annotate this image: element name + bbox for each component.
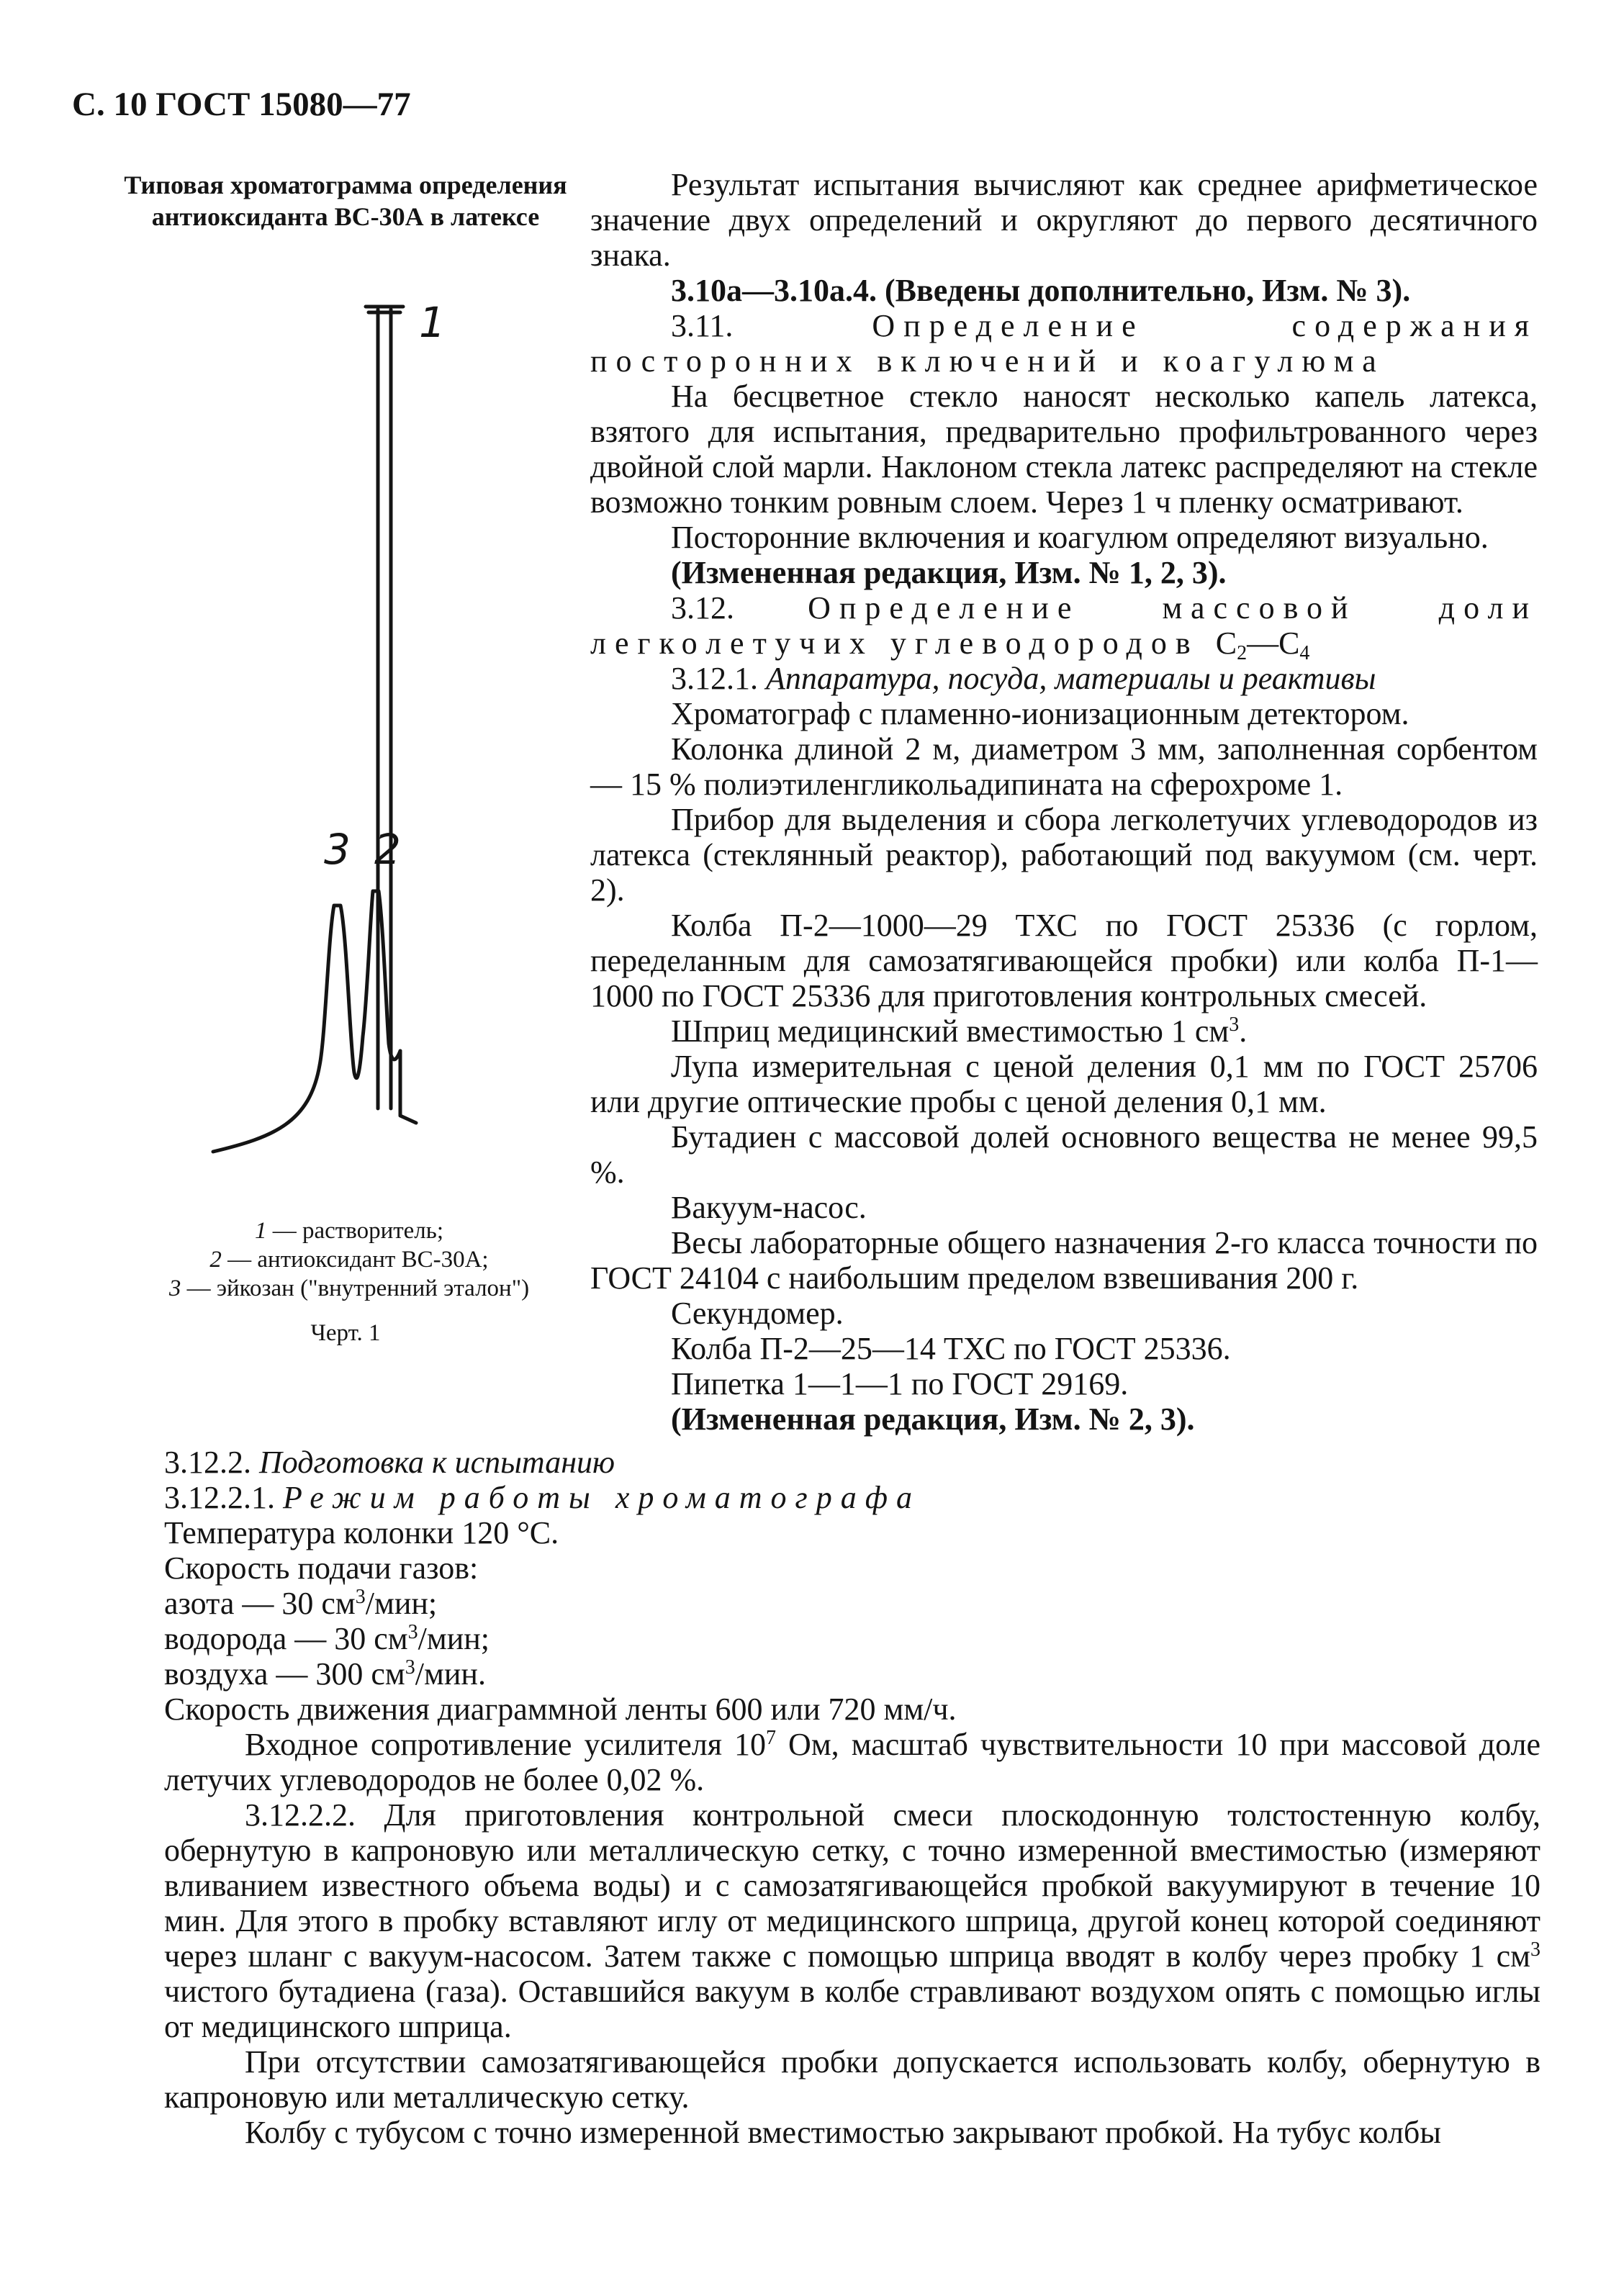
figure-title-line-2: антиоксиданта ВС-30А в латексе: [151, 202, 540, 231]
section-3-12-number: 3.12.: [671, 590, 808, 626]
page-header: С. 10 ГОСТ 15080—77: [72, 86, 411, 123]
item-butadiene: Бутадиен с массовой долей основного вещества не менее 99,5 %.: [590, 1119, 1538, 1190]
figure-title-line-1: Типовая хроматограмма определения: [124, 171, 567, 199]
item-syringe-sup: 3: [1229, 1013, 1240, 1036]
line-gas-speed: Скорость подачи газов:: [164, 1550, 479, 1586]
line-air-a: воздуха — 300 см: [164, 1656, 405, 1692]
paragraph-3-12-2-2-sup: 3: [1530, 1938, 1540, 1961]
legend-num-1: 1: [255, 1218, 267, 1244]
legend-item-2: [115, 1245, 583, 1274]
item-pipette: Пипетка 1—1—1 по ГОСТ 29169.: [671, 1366, 1129, 1401]
item-vacuum-pump: Вакуум-насос.: [671, 1190, 867, 1225]
paragraph-result: Результат испытания вычисляют как среднее арифметическое значение двух определений и округляют до первого десятичного знака.: [590, 167, 1538, 273]
legend-item-3: [115, 1274, 583, 1303]
formula-c: С: [1215, 626, 1237, 661]
paragraph-3-12-2-2-a: 3.12.2.2. Для приготовления контрольной смеси плоскодонную толстостенную колбу, обернутую в капроновую или металлическую сетку, с точно измеренной вместимостью (измеряют вливанием известного объема воды) и с самозатягивающейся пробкой вакуумируют в течение 10 мин. Для этого в пробку вставляют иглу от медицинского шприца, другой конец которой соединяют через шланг с вакуум-насосом. Затем также с помощью шприца вводят в колбу через пробку 1 см: [164, 1797, 1540, 1974]
section-3-12-1-title: Аппаратура, посуда, материалы и реактивы: [766, 661, 1376, 696]
line-hydrogen: [164, 1621, 1540, 1656]
formula-sub-4: 4: [1299, 642, 1310, 664]
figure-caption: Черт. 1: [310, 1320, 381, 1346]
section-3-12-1-heading: [590, 661, 1538, 696]
section-3-11-heading: [590, 308, 1538, 379]
section-3-12-2-1-title: Режим работы хроматографа: [283, 1480, 921, 1515]
amendment-note-3-12-1: (Измененная редакция, Изм. № 2, 3).: [671, 1401, 1195, 1437]
section-3-12-2-1-number: 3.12.2.1.: [164, 1480, 283, 1515]
section-3-12-1-number: 3.12.1.: [671, 661, 766, 696]
paragraph-amplifier-a: Входное сопротивление усилителя 10: [245, 1727, 767, 1762]
line-air: [164, 1656, 1540, 1692]
legend-text-2: — антиоксидант ВС-30А;: [221, 1247, 489, 1273]
section-3-12-2-heading: [164, 1445, 1540, 1480]
line-nitrogen-sup: 3: [355, 1586, 366, 1608]
section-3-12-2-title: Подготовка к испытанию: [259, 1445, 615, 1480]
item-syringe-text: Шприц медицинский вместимостью 1 см: [671, 1013, 1230, 1049]
item-chromatograph: Хроматограф с пламенно-ионизационным детектором.: [671, 696, 1409, 731]
line-column-temperature: Температура колонки 120 °С.: [164, 1515, 559, 1550]
figure-title: [108, 169, 583, 232]
line-air-sup: 3: [405, 1656, 415, 1679]
item-magnifier: Лупа измерительная с ценой деления 0,1 мм по ГОСТ 25706 или другие оптические пробы с ценой деления 0,1 мм.: [590, 1049, 1538, 1119]
amendment-note-3-11: (Измененная редакция, Изм. № 1, 2, 3).: [671, 555, 1227, 590]
section-3-12-heading: [590, 590, 1538, 664]
section-3-12-title: Определение массовой доли легколетучих углеводородов: [590, 590, 1538, 661]
line-chart-speed: Скорость движения диаграммной ленты 600 или 720 мм/ч.: [164, 1692, 957, 1727]
item-syringe-end: .: [1239, 1013, 1248, 1049]
paragraph-3-12-2-2-b: чистого бутадиена (газа). Оставшийся вакуум в колбе стравливают воздухом опять с помощью иглы от медицинского шприца.: [164, 1974, 1540, 2044]
peak-label-1: 1: [419, 298, 446, 347]
paragraph-flask-tube: Колбу с тубусом с точно измеренной вместимостью закрывают пробкой. На тубус колбы: [245, 2115, 1441, 2150]
item-reactor: Прибор для выделения и сбора легколетучих углеводородов из латекса (стеклянный реактор), работающий под вакуумом (см. черт. 2).: [590, 802, 1538, 908]
paragraph-amplifier: [164, 1727, 1540, 1797]
legend-num-2: 2: [209, 1247, 222, 1273]
formula-sub-2: 2: [1237, 642, 1248, 664]
section-3-11-title: Определение содержания посторонних включений и коагулюма: [590, 308, 1538, 379]
amendment-note-3-10a: 3.10а—3.10а.4. (Введены дополнительно, Изм. № 3).: [671, 273, 1411, 308]
section-3-11-number: 3.11.: [671, 308, 872, 343]
legend-item-1: [115, 1216, 583, 1245]
figure-legend: [115, 1216, 583, 1303]
line-nitrogen-b: /мин;: [365, 1586, 438, 1621]
full-width-text: [164, 1445, 1540, 2150]
paragraph-glass: На бесцветное стекло наносят несколько капель латекса, взятого для испытания, предварительно профильтрованного через двойной слой марли. Наклоном стекла латекс распределяют на стекле возможно тонким ровным слоем. Через 1 ч пленку осматривают.: [590, 379, 1538, 520]
chromatogram-svg: [187, 288, 525, 1180]
item-flask: Колба П-2—1000—29 ТХС по ГОСТ 25336 (с горлом, переделанным для самозатягивающейся пробки) или колба П-1—1000 по ГОСТ 25336 для приготовления контрольных смесей.: [590, 908, 1538, 1013]
line-hydrogen-sup: 3: [407, 1621, 418, 1643]
legend-text-3: — эйкозан ("внутренний эталон"): [181, 1275, 530, 1301]
line-hydrogen-b: /мин;: [418, 1621, 490, 1656]
item-syringe: [590, 1013, 1538, 1049]
formula-dash-c: —С: [1247, 626, 1300, 661]
section-3-12-2-number: 3.12.2.: [164, 1445, 259, 1480]
item-column: Колонка длиной 2 м, диаметром 3 мм, заполненная сорбентом — 15 % полиэтиленгликольадипината на сферохроме 1.: [590, 731, 1538, 802]
peak-label-2: 2: [374, 825, 401, 874]
baseline-trace: [213, 891, 400, 1152]
chromatogram: [187, 288, 525, 1180]
paragraph-3-12-2-2: [164, 1797, 1540, 2044]
paragraph-visual: Посторонние включения и коагулюм определяют визуально.: [671, 520, 1489, 555]
section-3-12-2-1-heading: [164, 1480, 1540, 1515]
line-nitrogen-a: азота — 30 см: [164, 1586, 356, 1621]
line-nitrogen: [164, 1586, 1540, 1621]
paragraph-amplifier-sup: 7: [766, 1727, 777, 1749]
right-column: [590, 167, 1538, 1437]
item-flask-small: Колба П-2—25—14 ТХС по ГОСТ 25336.: [671, 1331, 1231, 1366]
legend-text-1: — растворитель;: [266, 1218, 443, 1244]
line-hydrogen-a: водорода — 30 см: [164, 1621, 408, 1656]
item-scales: Весы лабораторные общего назначения 2-го класса точности по ГОСТ 24104 с наибольшим пределом взвешивания 200 г.: [590, 1225, 1538, 1296]
right-baseline: [400, 1051, 416, 1123]
item-stopwatch: Секундомер.: [671, 1296, 844, 1331]
paragraph-amplifier-b: Ом, масштаб чувствительности 10 при массовой доле летучих углеводородов не более 0,02 %.: [164, 1727, 1541, 1797]
paragraph-no-stopper: При отсутствии самозатягивающейся пробки допускается использовать колбу, обернутую в капроновую или металлическую сетку.: [164, 2044, 1540, 2115]
peak-label-3: 3: [324, 825, 351, 874]
legend-num-3: 3: [168, 1275, 181, 1301]
line-air-b: /мин.: [415, 1656, 486, 1692]
